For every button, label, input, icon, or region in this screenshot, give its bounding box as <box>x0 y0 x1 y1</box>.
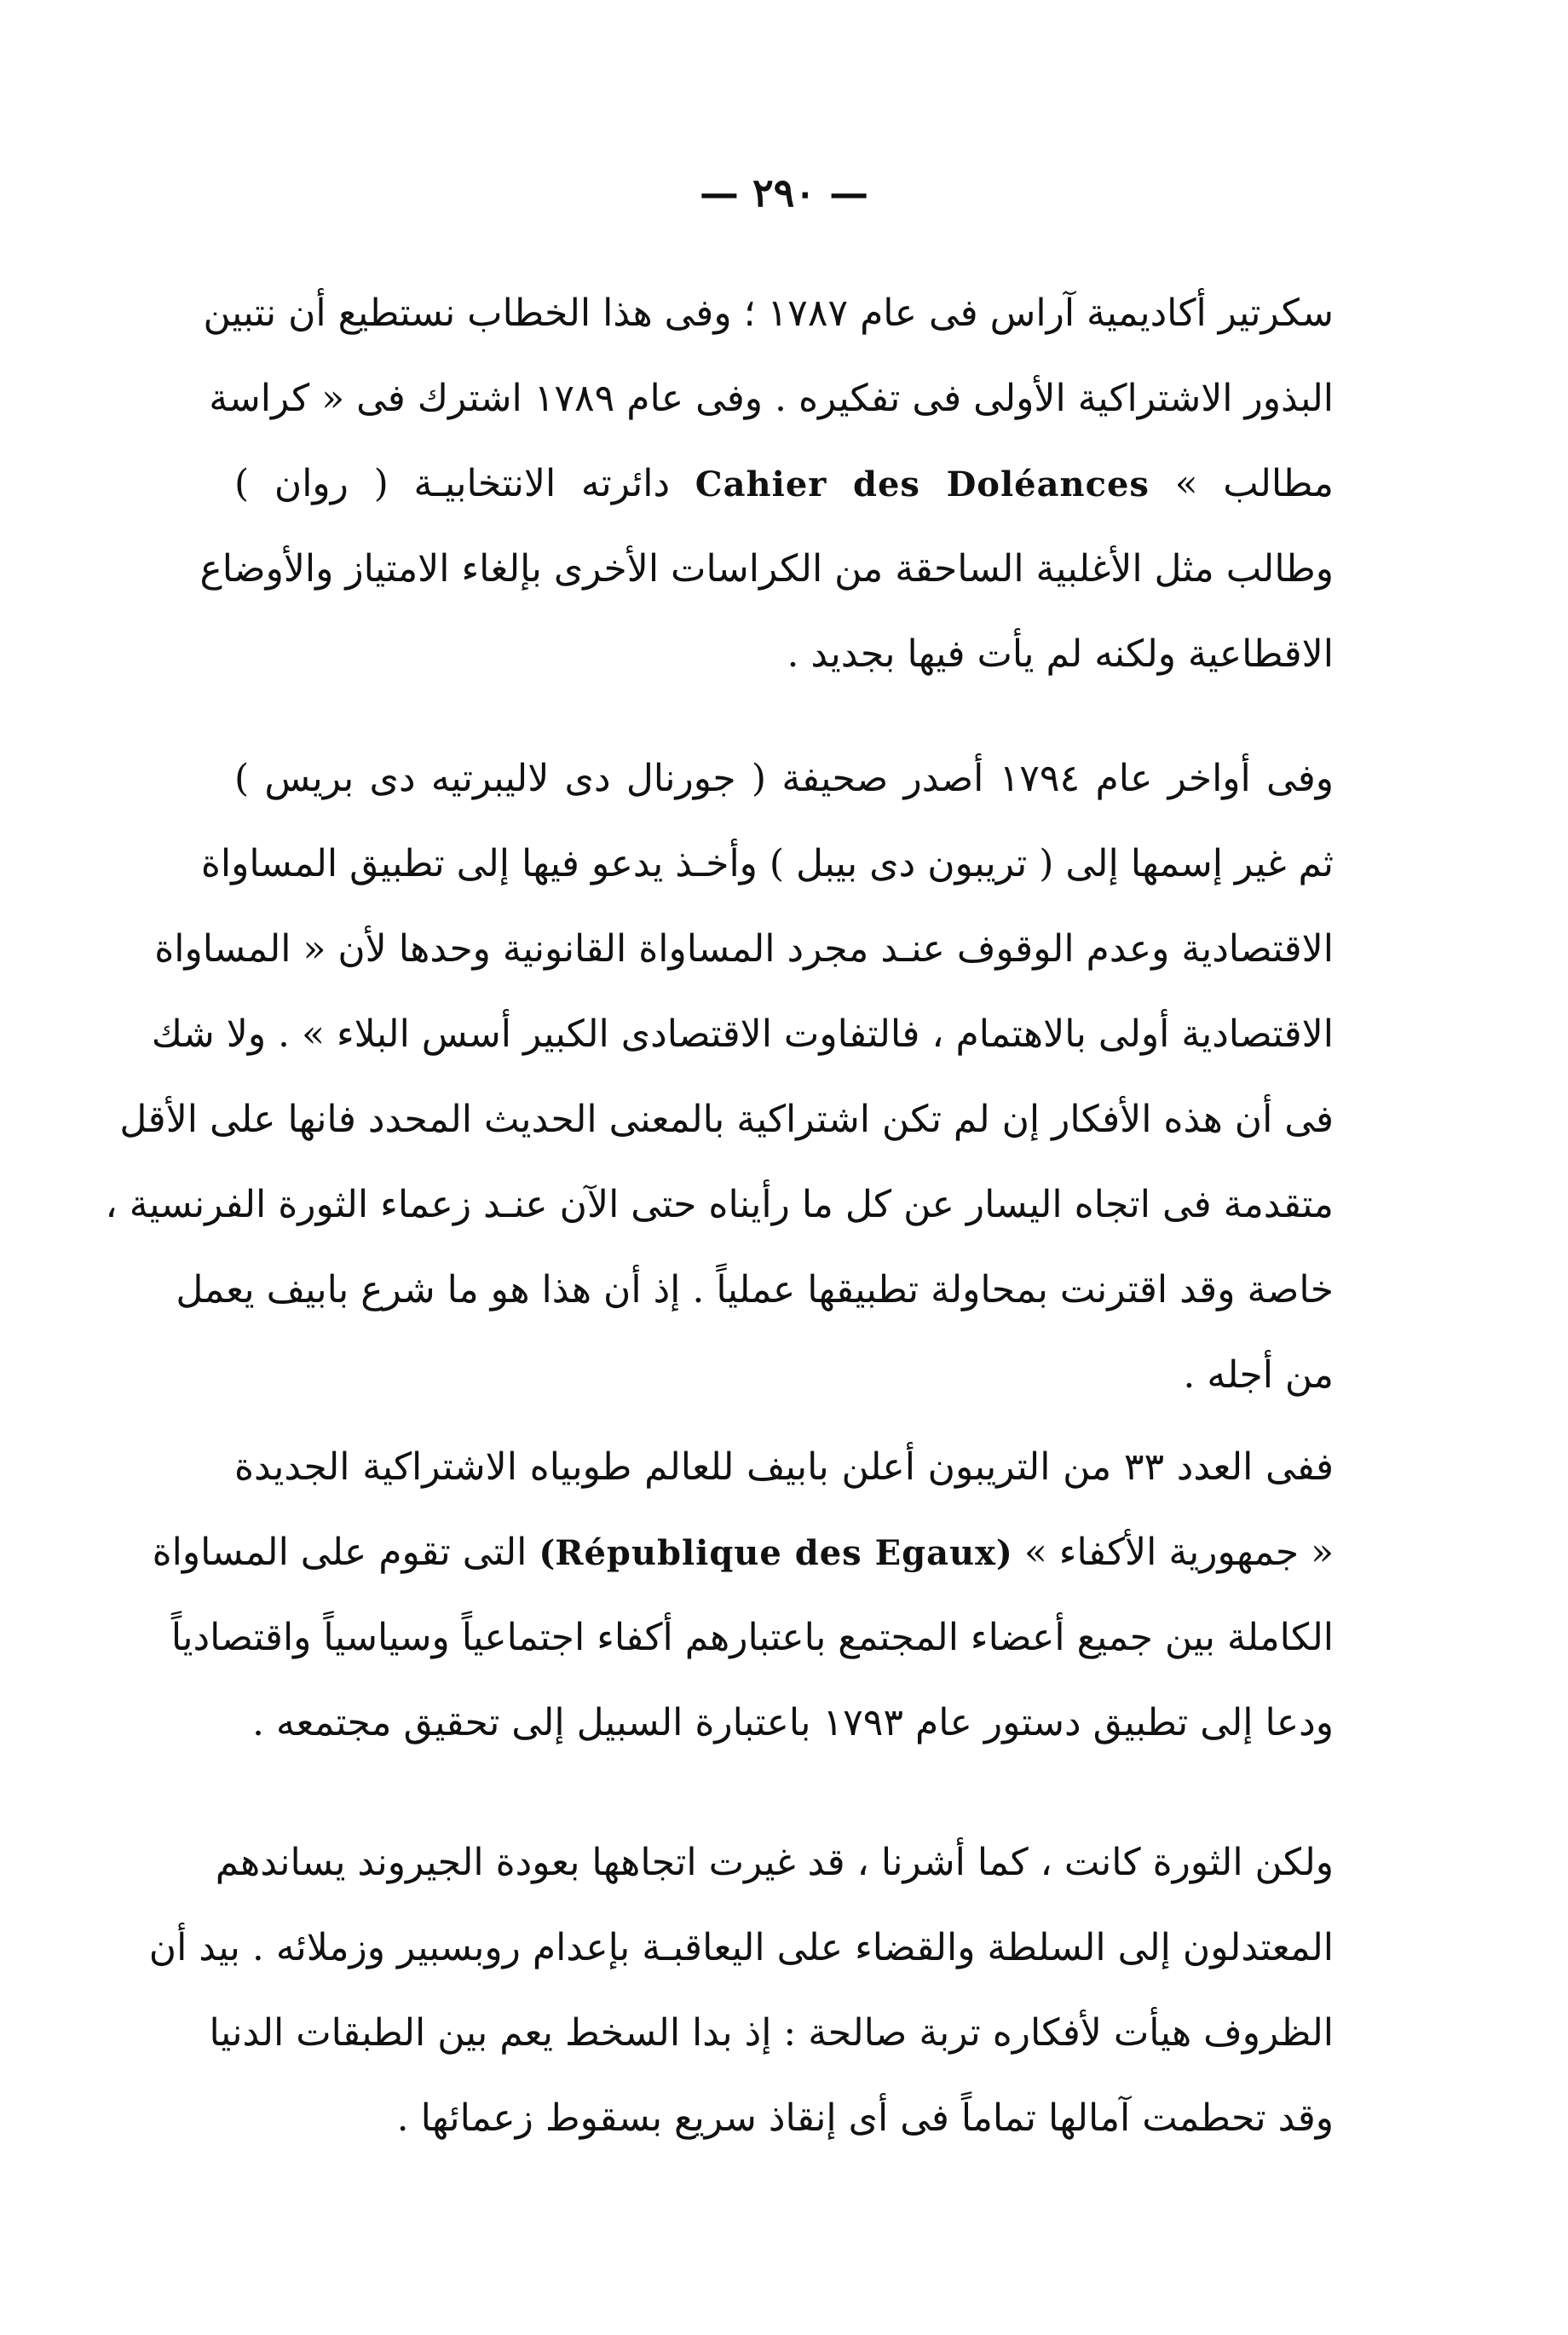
text-line: خاصة وقد اقترنت بمحاولة تطبيقها عملياً . إذ أن هذا هو ما شرع بابيف يعمل <box>176 1268 1334 1312</box>
latin-term: (République des Egaux) <box>539 1533 1012 1573</box>
text-line: متقدمة فى اتجاه اليسار عن كل ما رأيناه حتى الآن عنـد زعماء الثورة الفرنسية ، <box>105 1183 1334 1226</box>
text-line: وفى أواخر عام ١٧٩٤ أصدر صحيفة ( جورنال دى لاليبرتيه دى بريس ) <box>234 757 1334 800</box>
paragraph-1 <box>199 271 1334 697</box>
page-number: — ٢٩٠ — <box>699 170 869 216</box>
text-line: سكرتير أكاديمية آراس فى عام ١٧٨٧ ؛ وفى هذا الخطاب نستطيع أن نتبين <box>203 291 1334 335</box>
text-line: وقد تحطمت آمالها تماماً فى أى إنقاذ سريع بسقوط زعمائها . <box>396 2096 1334 2140</box>
text-line: الاقتصادية وعدم الوقوف عنـد مجرد المساواة القانونية وحدها لأن « المساواة <box>154 927 1334 971</box>
paragraph-2 <box>105 736 1334 1418</box>
text-fragment: التى تقوم على المساواة <box>152 1531 539 1574</box>
text-line: ثم غير إسمها إلى ( تريبون دى بيبل ) وأخـذ يدعو فيها إلى تطبيق المساواة <box>200 842 1334 885</box>
latin-term: Cahier des Doléances <box>695 464 1150 504</box>
text-line-mixed <box>234 441 1334 527</box>
text-fragment: « جمهورية الأكفاء » <box>1012 1531 1334 1574</box>
text-line: الاقطاعية ولكنه لم يأت فيها بجديد . <box>787 632 1334 676</box>
paragraph-3 <box>152 1425 1334 1766</box>
paragraph-4 <box>148 1820 1334 2161</box>
text-line: الظروف هيأت لأفكاره تربة صالحة : إذ بدا السخط يعم بين الطبقات الدنيا <box>209 2011 1334 2055</box>
text-line: وطالب مثل الأغلبية الساحقة من الكراسات الأخرى بإلغاء الامتياز والأوضاع <box>199 547 1334 591</box>
text-line: البذور الاشتراكية الأولى فى تفكيره . وفى عام ١٧٨٩ اشترك فى « كراسة <box>209 377 1334 420</box>
text-line: ففى العدد ٣٣ من التريبون أعلن بابيف للعالم طوبياه الاشتراكية الجديدة <box>234 1445 1334 1489</box>
text-fragment: مطالب » <box>1149 462 1334 505</box>
text-line: فى أن هذه الأفكار إن لم تكن اشتراكية بالمعنى الحديث المحدد فانها على الأقل <box>119 1098 1334 1141</box>
text-line: الاقتصادية أولى بالاهتمام ، فالتفاوت الاقتصادى الكبير أسس البلاء » . ولا شك <box>151 1012 1334 1056</box>
text-line: ودعا إلى تطبيق دستور عام ١٧٩٣ باعتبارة السبيل إلى تحقيق مجتمعه . <box>251 1701 1334 1744</box>
text-fragment: دائرته الانتخابيـة ( روان ) <box>234 462 695 505</box>
text-line: من أجله . <box>1183 1353 1334 1397</box>
text-line: الكاملة بين جميع أعضاء المجتمع باعتبارهم أكفاء اجتماعياً وسياسياً واقتصادياً <box>170 1616 1334 1659</box>
text-line-mixed <box>152 1510 1334 1595</box>
text-line: ولكن الثورة كانت ، كما أشرنا ، قد غيرت اتجاهها بعودة الجيروند يساندهم <box>215 1841 1334 1884</box>
text-line: المعتدلون إلى السلطة والقضاء على اليعاقبـة بإعدام روبسبير وزملائه . بيد أن <box>148 1926 1334 1969</box>
